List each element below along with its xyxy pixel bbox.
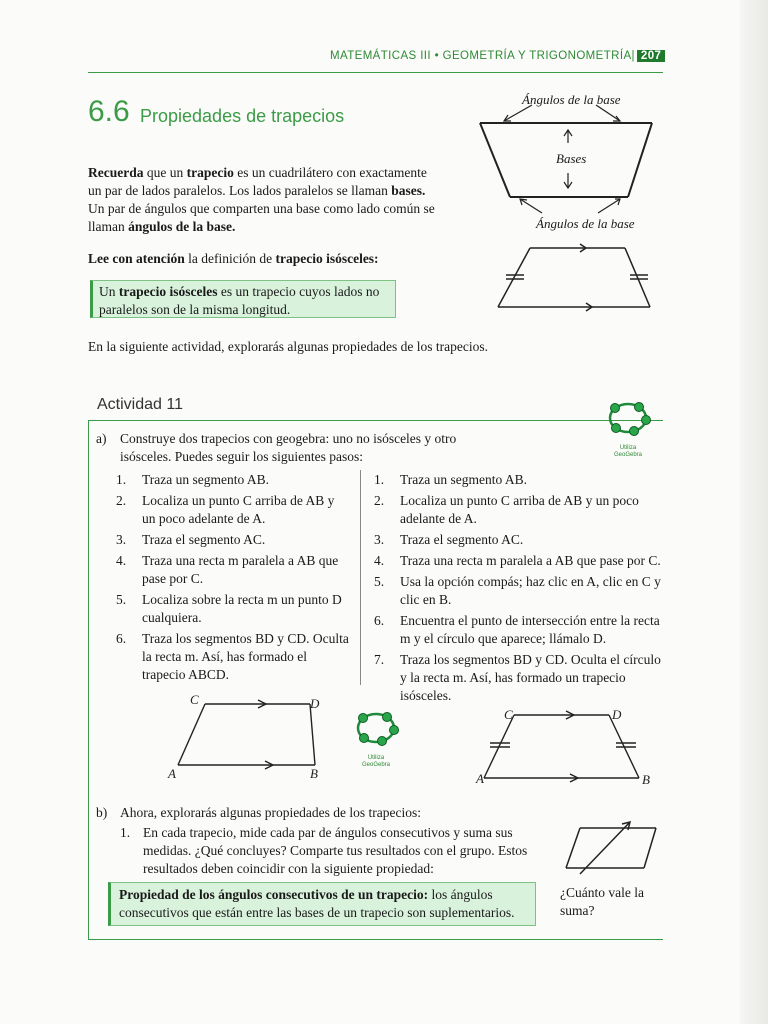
read-def-text: la definición de <box>184 251 276 266</box>
definition-pre: Un <box>99 284 119 299</box>
vertex-label-d-right: D <box>612 707 622 722</box>
right-step-5 <box>374 573 662 609</box>
intro-bold-3: bases. <box>391 183 426 198</box>
right-step-6 <box>374 612 662 648</box>
vertex-label-c-left: C <box>190 692 199 707</box>
step-number: 2. <box>374 493 385 508</box>
step-text: Traza una recta m paralela a AB que pase por C. <box>142 553 339 586</box>
step-text: Usa la opción compás; haz clic en A, clic en C y clic en B. <box>400 574 661 607</box>
step-text: Traza un segmento AB. <box>400 472 527 487</box>
geogebra-caption-middle: Utiliza GeoGebra <box>361 755 391 768</box>
read-def-bold-2: trapecio isósceles: <box>275 251 379 266</box>
step-text: Traza los segmentos BD y CD. Oculta la recta m. Así, has formado el trapecio ABCD. <box>142 631 349 682</box>
step-text: Traza el segmento AC. <box>142 532 266 547</box>
activity-frame-left <box>88 420 89 940</box>
property-bold: Propiedad de los ángulos consecutivos de un trapecio: <box>119 887 429 902</box>
right-step-3 <box>374 531 662 549</box>
header-rule <box>88 72 663 73</box>
right-step-7 <box>374 651 662 705</box>
property-text: los ángulos consecutivos que están entre las bases de un trapecio son suplementarios. <box>119 887 515 920</box>
part-b-step-text: En cada trapecio, mide cada par de ángulos consecutivos y suma sus medidas. ¿Qué concluyes? Comparte tus resultados con el grupo. Estos resultados deben coincidir con la siguiente propiedad: <box>143 825 528 876</box>
vertex-label-d-left: D <box>310 696 320 711</box>
geogebra-icon <box>346 708 406 750</box>
vertex-label-b-left: B <box>310 766 318 781</box>
step-text: Localiza un punto C arriba de AB y un poco adelante de A. <box>142 493 335 526</box>
left-step-4 <box>116 552 351 588</box>
step-number: 5. <box>116 592 127 607</box>
definition-bold: trapecio isósceles <box>118 284 218 299</box>
intro-text-3: Un par de ángulos que comparten una base como lado común se llaman <box>88 201 435 234</box>
step-text: Traza una recta m paralela a AB que pase por C. <box>400 553 661 568</box>
activity-title: Actividad 11 <box>97 396 183 413</box>
trapezoid-base-angles-figure <box>470 95 660 225</box>
left-steps <box>116 471 351 687</box>
step-number: 3. <box>374 532 385 547</box>
vertex-label-c-right: C <box>504 707 513 722</box>
geogebra-logo-top <box>598 398 658 459</box>
step-text: Traza el segmento AC. <box>400 532 524 547</box>
left-step-1 <box>116 471 351 489</box>
intro-text-2: es un cuadrilátero con exactamente un par de lados paralelos. Los lados paralelos se llaman <box>88 165 427 198</box>
activity-frame-bottom <box>88 939 663 940</box>
step-number: 5. <box>374 574 385 589</box>
vertex-label-b-right: B <box>642 772 650 787</box>
step-number: 7. <box>374 652 385 667</box>
right-steps-list <box>374 471 662 705</box>
page-number: 207 <box>637 50 665 62</box>
left-steps-list <box>116 471 351 684</box>
label-angulos-base-bottom: Ángulos de la base <box>536 216 635 231</box>
step-number: 6. <box>116 631 127 646</box>
isosceles-trapezoid-activity-figure <box>474 703 659 788</box>
part-b-text: Ahora, explorarás algunas propiedades de los trapecios: <box>120 805 422 820</box>
header-text: MATEMÁTICAS III • GEOMETRÍA Y TRIGONOMETRÍA| <box>330 50 635 62</box>
part-a-text: Construye dos trapecios con geogebra: uno no isósceles y otro isósceles. Puedes seguir los siguientes pasos: <box>120 431 457 464</box>
isosceles-trapezoid-figure <box>490 240 660 320</box>
read-definition-line <box>88 250 379 268</box>
steps-divider <box>360 470 361 685</box>
step-number: 1. <box>116 472 127 487</box>
explore-line: En la siguiente actividad, explorarás algunas propiedades de los trapecios. <box>88 339 488 354</box>
intro-bold-2: trapecio <box>186 165 234 180</box>
step-number: 6. <box>374 613 385 628</box>
running-header <box>330 50 665 62</box>
definition-box <box>90 280 396 318</box>
question-note: ¿Cuánto vale la suma? <box>560 885 644 918</box>
part-b-label: b) <box>96 805 108 820</box>
step-number: 3. <box>116 532 127 547</box>
intro-bold-1: Recuerda <box>88 165 144 180</box>
geogebra-caption-top: Utiliza GeoGebra <box>613 445 643 458</box>
right-step-4 <box>374 552 662 570</box>
left-step-6 <box>116 630 351 684</box>
intro-bold-4: ángulos de la base. <box>128 219 236 234</box>
geogebra-logo-middle <box>346 708 406 769</box>
left-step-2 <box>116 492 351 528</box>
label-angulos-base-top: Ángulos de la base <box>522 92 621 107</box>
right-steps <box>374 471 662 708</box>
read-def-bold-1: Lee con atención <box>88 251 185 266</box>
step-text: Localiza sobre la recta m un punto D cualquiera. <box>142 592 342 625</box>
step-number: 1. <box>374 472 385 487</box>
property-box <box>108 882 536 926</box>
vertex-label-a-left: A <box>168 766 176 781</box>
activity-frame-top <box>88 420 663 421</box>
step-text: Localiza un punto C arriba de AB y un poco adelante de A. <box>400 493 639 526</box>
part-b-step-number: 1. <box>120 825 131 840</box>
right-step-2 <box>374 492 662 528</box>
section-number: 6.6 <box>88 95 130 128</box>
part-a-label: a) <box>96 431 107 446</box>
vertex-label-a-right: A <box>476 771 484 786</box>
geogebra-icon <box>598 398 658 440</box>
right-step-1 <box>374 471 662 489</box>
step-text: Encuentra el punto de intersección entre la recta m y el círculo que aparece; llámalo D. <box>400 613 660 646</box>
step-text: Traza un segmento AB. <box>142 472 269 487</box>
step-number: 4. <box>116 553 127 568</box>
non-isosceles-trapezoid-figure <box>160 690 335 782</box>
section-title: Propiedades de trapecios <box>140 106 345 126</box>
step-number: 2. <box>116 493 127 508</box>
step-number: 4. <box>374 553 385 568</box>
left-step-3 <box>116 531 351 549</box>
intro-text-1: que un <box>143 165 187 180</box>
intro-paragraph <box>88 164 438 236</box>
left-step-5 <box>116 591 351 627</box>
definition-post: es un trapecio cuyos lados no paralelos son de la misma longitud. <box>99 284 380 317</box>
parallel-lines-transversal-figure <box>560 820 660 878</box>
page-edge-shadow <box>740 0 768 1024</box>
step-text: Traza los segmentos BD y CD. Oculta el círculo y la recta m. Así, has formado un trapecio isósceles. <box>400 652 661 703</box>
label-bases: Bases <box>556 151 587 166</box>
